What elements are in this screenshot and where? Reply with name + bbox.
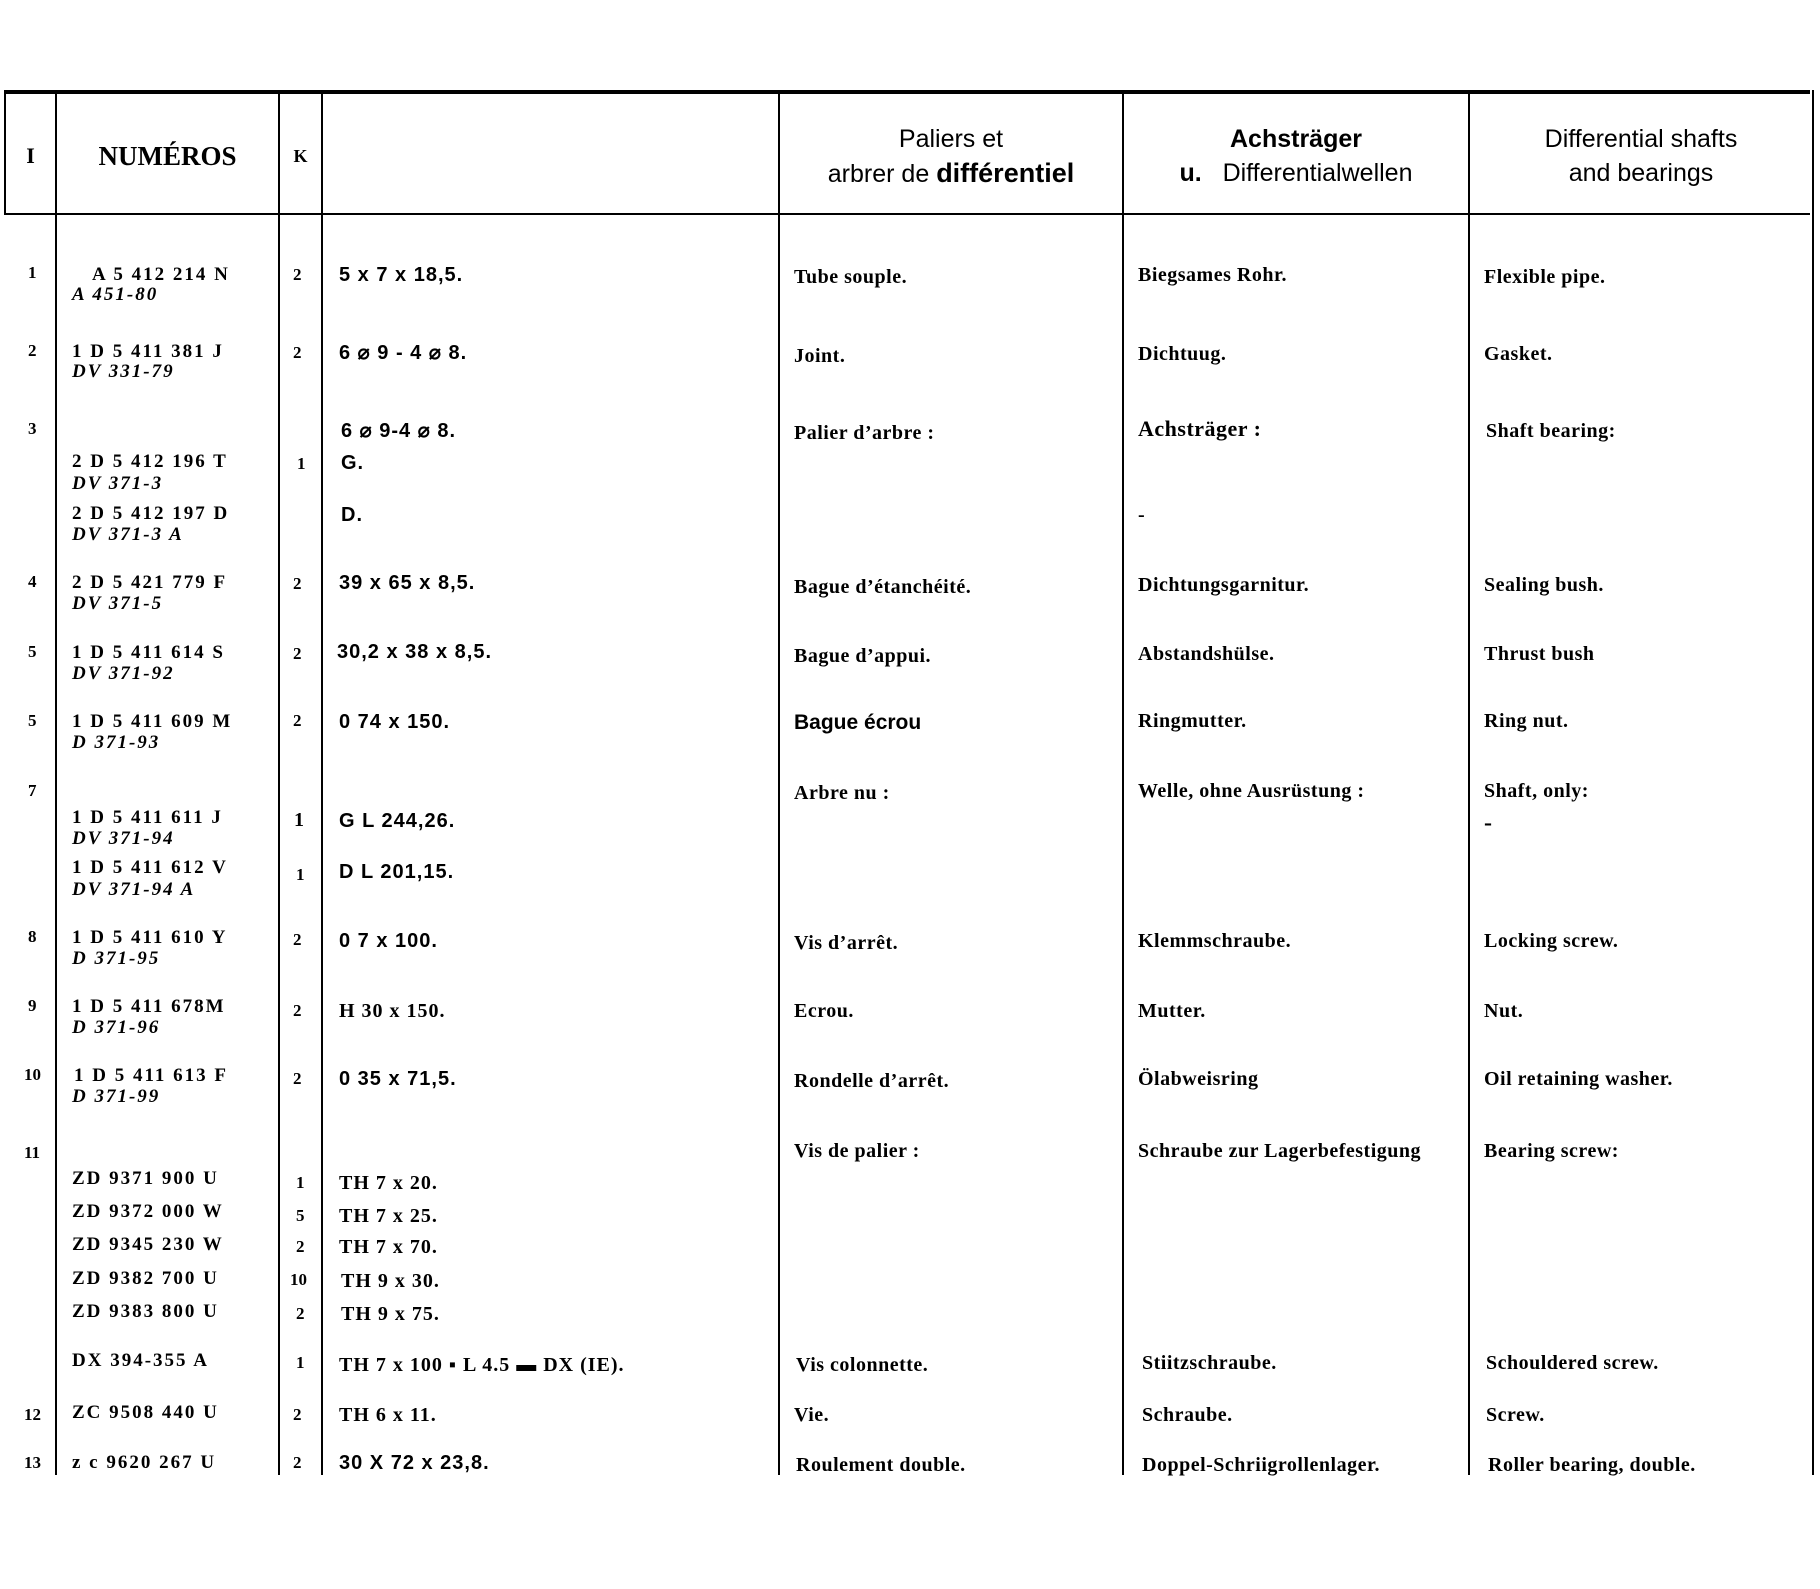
row-number: 11 [24, 1143, 41, 1162]
english-description: - [1484, 810, 1493, 836]
german-description: Dichtungsgarnitur. [1138, 574, 1310, 596]
english-description: Sealing bush. [1484, 574, 1604, 596]
row-number: 13 [24, 1453, 41, 1472]
part-number: 2 D 5 412 196 T [72, 451, 228, 472]
french-description: Arbre nu : [794, 782, 890, 804]
header-numeros: NUMÉROS [98, 140, 237, 171]
french-description: Rondelle d’arrêt. [794, 1070, 950, 1092]
row-number: 2 [28, 341, 37, 360]
part-number: DX 394-355 A [72, 1350, 209, 1371]
quantity: 1 [296, 865, 305, 884]
quantity: 1 [294, 809, 304, 831]
specification: TH 7 x 70. [339, 1236, 438, 1258]
quantity: 2 [293, 265, 302, 284]
quantity: 1 [296, 1173, 305, 1192]
english-description: Roller bearing, double. [1488, 1454, 1696, 1476]
german-description: Dichtuug. [1138, 343, 1227, 365]
specification: TH 7 x 20. [339, 1172, 438, 1194]
quantity: 2 [293, 1069, 302, 1088]
part-reference: D 371-93 [72, 732, 161, 753]
specification: TH 7 x 25. [339, 1205, 438, 1227]
row-number: 9 [28, 996, 37, 1015]
row-number: 4 [28, 572, 37, 591]
german-description: Achsträger : [1138, 416, 1262, 441]
header-english: Differential shafts and bearings [1544, 125, 1738, 187]
french-description: Vie. [794, 1404, 830, 1426]
row-number: 3 [28, 419, 37, 438]
specification: D. [341, 504, 363, 526]
specification: 0 35 x 71,5. [339, 1068, 457, 1090]
french-description: Ecrou. [794, 1000, 854, 1022]
french-description: Vis colonnette. [796, 1354, 929, 1376]
header-k: K [293, 145, 308, 166]
specification: 30 X 72 x 23,8. [339, 1452, 490, 1474]
part-reference: DV 371-92 [72, 663, 175, 684]
specification: 39 x 65 x 8,5. [339, 572, 476, 594]
french-description: Roulement double. [796, 1454, 966, 1476]
specification: TH 6 x 11. [339, 1404, 437, 1426]
part-number: ZD 9372 000 W [72, 1201, 224, 1222]
quantity: 1 [296, 1353, 305, 1372]
column-rule [55, 90, 57, 1475]
german-description: Welle, ohne Ausrüstung : [1138, 780, 1365, 802]
specification: 30,2 x 38 x 8,5. [337, 641, 493, 663]
part-reference: DV 371-3 A [72, 524, 184, 545]
french-description: Vis de palier : [794, 1140, 920, 1162]
french-description: Palier d’arbre : [794, 422, 935, 444]
french-description: Bague écrou [794, 711, 922, 734]
quantity: 2 [293, 343, 302, 362]
part-number: ZD 9382 700 U [72, 1268, 219, 1289]
part-number: ZD 9383 800 U [72, 1301, 219, 1322]
row-number: 8 [28, 927, 37, 946]
specification: 0 74 x 150. [339, 711, 451, 733]
english-description: Flexible pipe. [1484, 266, 1606, 288]
column-rule [1122, 90, 1124, 1475]
specification: TH 9 x 75. [341, 1303, 440, 1325]
english-description: Ring nut. [1484, 710, 1569, 732]
french-description: Vis d’arrêt. [794, 932, 899, 954]
quantity: 2 [293, 711, 302, 730]
part-reference: DV 371-3 [72, 473, 164, 494]
german-description: Schraube zur Lagerbefestigung [1138, 1140, 1422, 1162]
part-reference: DV 371-94 A [72, 879, 196, 900]
specification: 0 7 x 100. [339, 930, 438, 952]
specification: TH 9 x 30. [341, 1270, 440, 1292]
header-german: Achsträger u. Differentialwellen [1179, 125, 1413, 187]
part-number: 2 D 5 421 779 F [72, 572, 228, 593]
german-description: Klemmschraube. [1138, 930, 1292, 952]
part-number: z c 9620 267 U [72, 1452, 217, 1473]
row-number: 10 [24, 1065, 41, 1084]
english-description: Bearing screw: [1484, 1140, 1619, 1162]
column-rule [321, 90, 323, 1475]
part-number: 1 D 5 411 613 F [74, 1065, 229, 1086]
part-number: 1 D 5 411 612 V [72, 857, 228, 878]
part-number: ZD 9371 900 U [72, 1168, 219, 1189]
row-number: 12 [24, 1405, 41, 1424]
quantity: 2 [293, 574, 302, 593]
english-description: Gasket. [1484, 343, 1553, 365]
header-index: I [26, 143, 35, 168]
quantity: 2 [293, 644, 302, 663]
part-reference: DV 371-5 [72, 593, 164, 614]
part-number: ZC 9508 440 U [72, 1402, 219, 1423]
english-description: Thrust bush [1484, 643, 1595, 665]
quantity: 2 [293, 1405, 302, 1424]
part-number: 1 D 5 411 611 J [72, 807, 223, 828]
row-number: 1 [28, 263, 37, 282]
part-reference: D 371-95 [72, 948, 161, 969]
german-description: Biegsames Rohr. [1138, 264, 1287, 286]
row-number: 5 [28, 642, 37, 661]
part-reference: D 371-96 [72, 1017, 161, 1038]
quantity: 2 [293, 930, 302, 949]
part-number: 1 D 5 411 614 S [72, 642, 225, 663]
column-rule [1812, 90, 1814, 1475]
specification: D L 201,15. [339, 861, 455, 883]
part-number: A 5 412 214 N [92, 264, 230, 285]
quantity: 2 [296, 1304, 305, 1323]
quantity: 2 [293, 1001, 302, 1020]
french-description: Tube souple. [794, 266, 908, 288]
part-number: 1 D 5 411 381 J [72, 341, 224, 362]
part-reference: A 451-80 [72, 284, 159, 305]
quantity: 10 [290, 1270, 307, 1289]
specification: 5 x 7 x 18,5. [339, 264, 464, 286]
part-number: 1 D 5 411 678M [72, 996, 226, 1017]
quantity: 2 [296, 1237, 305, 1256]
specification: H 30 x 150. [339, 1000, 446, 1022]
column-rule [778, 90, 780, 1475]
header-french: Paliers et arbrer de différentiel [827, 124, 1075, 188]
specification: TH 7 x 100 ▪ L 4.5 ▬ DX (IE). [339, 1354, 625, 1376]
english-description: Oil retaining washer. [1484, 1068, 1673, 1090]
german-description: Doppel-Schriigrollenlager. [1142, 1454, 1380, 1476]
part-reference: DV 371-94 [72, 828, 175, 849]
quantity: 2 [293, 1453, 302, 1472]
row-number: 7 [28, 781, 37, 800]
french-description: Joint. [794, 345, 846, 367]
german-description: Mutter. [1138, 1000, 1206, 1022]
german-description: Ringmutter. [1138, 710, 1247, 732]
german-description: Ölabweisring [1138, 1068, 1259, 1090]
german-description: Stiitzschraube. [1142, 1352, 1277, 1374]
english-description: Shaft bearing: [1486, 420, 1616, 442]
english-description: Schouldered screw. [1486, 1352, 1659, 1374]
specification: 6 ⌀ 9 - 4 ⌀ 8. [339, 342, 468, 364]
column-rule [278, 90, 280, 1475]
english-description: Nut. [1484, 1000, 1524, 1022]
column-rule [1468, 90, 1470, 1475]
part-number: ZD 9345 230 W [72, 1234, 224, 1255]
german-description: - [1138, 504, 1146, 526]
part-number: 1 D 5 411 609 M [72, 711, 233, 732]
part-number: 1 D 5 411 610 Y [72, 927, 228, 948]
row-number: 5 [28, 711, 37, 730]
english-description: Shaft, only: [1484, 780, 1589, 802]
part-reference: DV 331-79 [72, 361, 175, 382]
table-top-rule [4, 90, 1810, 94]
german-description: Abstandshülse. [1138, 643, 1275, 665]
specification: G. [341, 452, 365, 474]
english-description: Screw. [1486, 1404, 1545, 1426]
part-reference: D 371-99 [72, 1086, 161, 1107]
quantity: 5 [296, 1206, 305, 1225]
quantity: 1 [297, 454, 306, 473]
english-description: Locking screw. [1484, 930, 1619, 952]
german-description: Schraube. [1142, 1404, 1233, 1426]
specification: G L 244,26. [339, 810, 456, 832]
specification: 6 ⌀ 9-4 ⌀ 8. [341, 420, 457, 442]
french-description: Bague d’appui. [794, 645, 932, 667]
french-description: Bague d’étanchéité. [794, 576, 972, 598]
part-number: 2 D 5 412 197 D [72, 503, 230, 524]
